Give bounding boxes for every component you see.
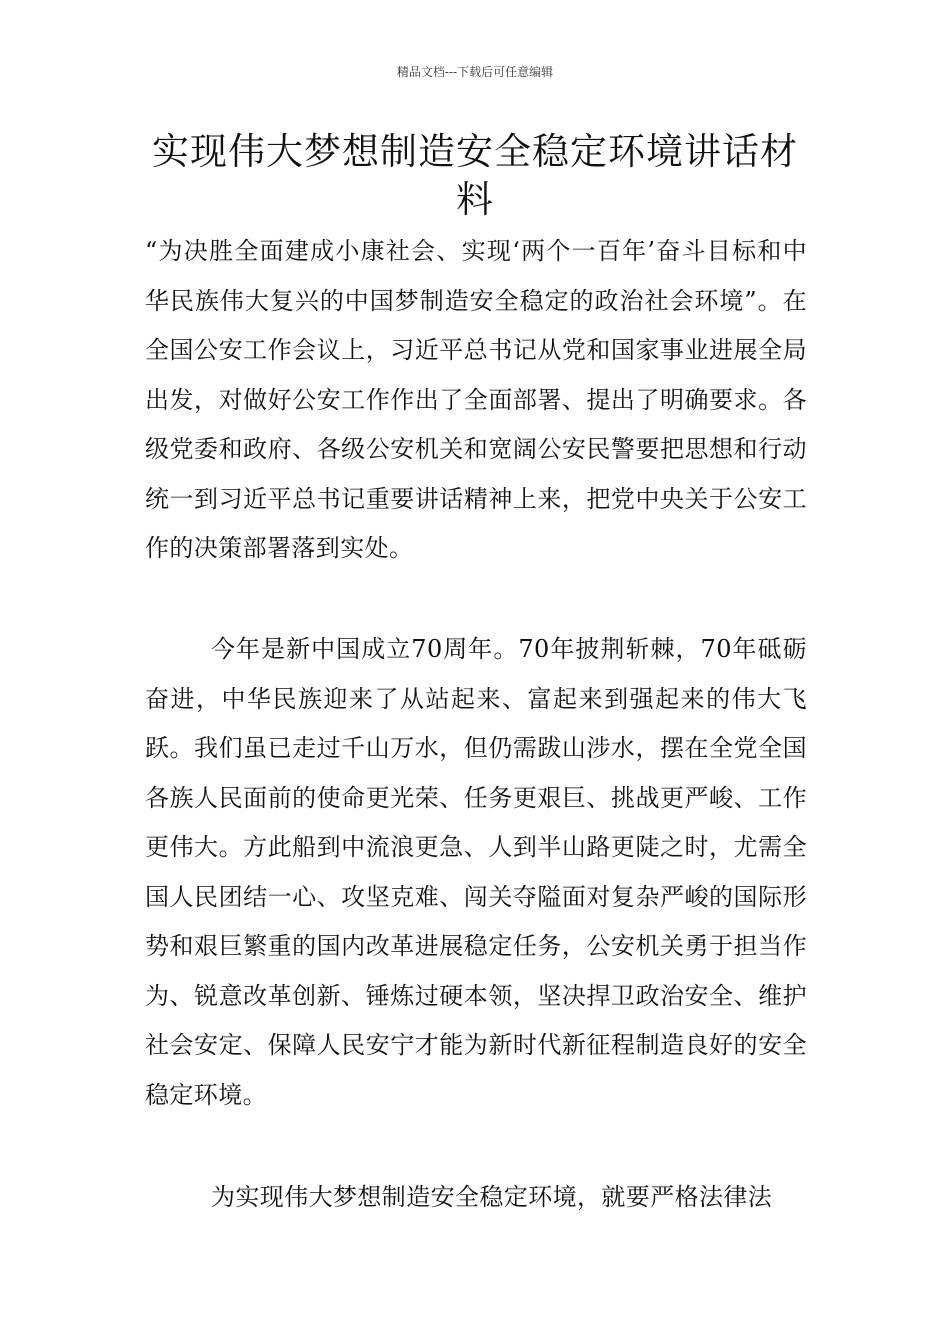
paragraph-1: “为决胜全面建成小康社会、实现‘两个一百年’奋斗目标和中华民族伟大复兴的中国梦制造安全稳定的政治社会环境”。在全国公安工作会议上，习近平总书记从党和国家事业进展全局出发，对做好公安工作作出了全面部署、提出了明确要求。各级党委和政府、各级公安机关和宽阔公安民警要把思想和行动统一到习近平总书记重要讲话精神上来，把党中央关于公安工作的决策部署落到实处。 <box>145 237 807 562</box>
paragraph-2: 今年是新中国成立70周年。70年披荆斩棘，70年砥砺奋进，中华民族迎来了从站起来、富起来到强起来的伟大飞跃。我们虽已走过千山万水，但仍需跋山涉水，摆在全党全国各族人民面前的使命更光荣、任务更艰巨、挑战更严峻、工作更伟大。方此船到中流浪更急、人到半山路更陡之时，尤需全国人民团结一心、攻坚克难、闯关夺隘面对复杂严峻的国际形势和艰巨繁重的国内改革进展稳定任务，公安机关勇于担当作为、锐意改革创新、锤炼过硬本领，坚决捍卫政治安全、维护社会安定、保障人民安宁才能为新时代新征程制造良好的安全稳定环境。 <box>145 635 807 1109</box>
document-title: 实现伟大梦想制造安全稳定环境讲话材料 <box>152 130 798 221</box>
paragraph-3: 为实现伟大梦想制造安全稳定环境，就要严格法律法 <box>211 1183 773 1211</box>
header-note: 精品文档---下载后可任意编辑 <box>396 65 554 79</box>
